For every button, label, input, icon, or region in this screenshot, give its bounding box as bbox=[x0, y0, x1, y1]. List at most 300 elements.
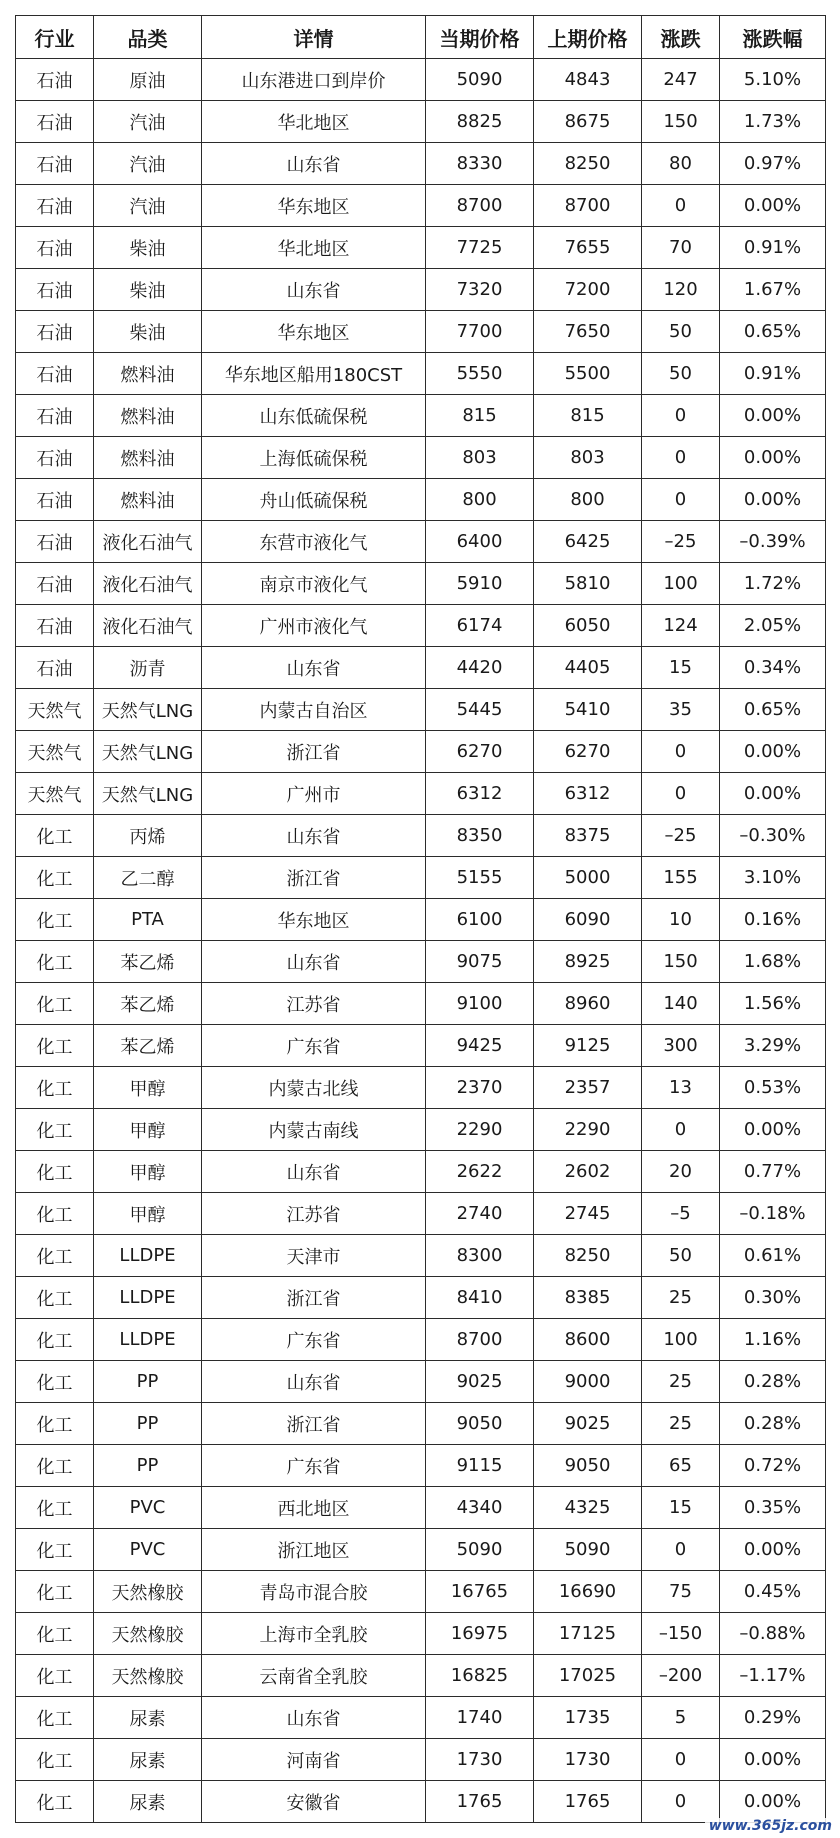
cell-previous-price: 800 bbox=[534, 479, 642, 521]
cell-previous-price: 5090 bbox=[534, 1529, 642, 1571]
cell-industry: 化工 bbox=[16, 1529, 94, 1571]
cell-industry: 石油 bbox=[16, 605, 94, 647]
cell-industry: 石油 bbox=[16, 269, 94, 311]
cell-change: 140 bbox=[642, 983, 720, 1025]
cell-industry: 天然气 bbox=[16, 773, 94, 815]
table-row bbox=[16, 1025, 826, 1067]
cell-change: 0 bbox=[642, 1739, 720, 1781]
cell-change-percent: 1.72% bbox=[720, 563, 826, 605]
cell-change-percent: 0.28% bbox=[720, 1361, 826, 1403]
cell-change-percent: 0.00% bbox=[720, 185, 826, 227]
table-row bbox=[16, 1781, 826, 1823]
cell-industry: 化工 bbox=[16, 983, 94, 1025]
table-row bbox=[16, 1739, 826, 1781]
cell-change: 80 bbox=[642, 143, 720, 185]
cell-previous-price: 8375 bbox=[534, 815, 642, 857]
cell-previous-price: 8250 bbox=[534, 1235, 642, 1277]
cell-change: 70 bbox=[642, 227, 720, 269]
cell-detail: 山东省 bbox=[202, 143, 426, 185]
table-row bbox=[16, 1277, 826, 1319]
cell-previous-price: 1730 bbox=[534, 1739, 642, 1781]
cell-change-percent: 0.29% bbox=[720, 1697, 826, 1739]
cell-previous-price: 8960 bbox=[534, 983, 642, 1025]
cell-detail: 上海市全乳胶 bbox=[202, 1613, 426, 1655]
table-row bbox=[16, 647, 826, 689]
header-current-price: 当期价格 bbox=[426, 16, 534, 59]
cell-change: 25 bbox=[642, 1277, 720, 1319]
cell-detail: 浙江地区 bbox=[202, 1529, 426, 1571]
cell-previous-price: 1735 bbox=[534, 1697, 642, 1739]
cell-industry: 化工 bbox=[16, 1487, 94, 1529]
table-row bbox=[16, 1697, 826, 1739]
cell-category: LLDPE bbox=[94, 1235, 202, 1277]
cell-current-price: 5155 bbox=[426, 857, 534, 899]
cell-previous-price: 2357 bbox=[534, 1067, 642, 1109]
cell-previous-price: 7650 bbox=[534, 311, 642, 353]
cell-previous-price: 6312 bbox=[534, 773, 642, 815]
cell-industry: 化工 bbox=[16, 941, 94, 983]
cell-detail: 华东地区 bbox=[202, 185, 426, 227]
cell-change: 100 bbox=[642, 1319, 720, 1361]
cell-detail: 内蒙古自治区 bbox=[202, 689, 426, 731]
cell-current-price: 815 bbox=[426, 395, 534, 437]
cell-category: 汽油 bbox=[94, 185, 202, 227]
cell-previous-price: 2745 bbox=[534, 1193, 642, 1235]
cell-change: 15 bbox=[642, 1487, 720, 1529]
cell-change-percent: –0.18% bbox=[720, 1193, 826, 1235]
watermark: www.365jz.com bbox=[705, 1818, 836, 1834]
cell-change: 0 bbox=[642, 437, 720, 479]
cell-change-percent: –0.30% bbox=[720, 815, 826, 857]
table-row bbox=[16, 479, 826, 521]
cell-category: 尿素 bbox=[94, 1697, 202, 1739]
cell-change: –25 bbox=[642, 521, 720, 563]
table-row bbox=[16, 395, 826, 437]
cell-category: 甲醇 bbox=[94, 1067, 202, 1109]
cell-detail: 华东地区 bbox=[202, 311, 426, 353]
cell-category: 苯乙烯 bbox=[94, 941, 202, 983]
cell-detail: 广东省 bbox=[202, 1319, 426, 1361]
cell-change-percent: –0.88% bbox=[720, 1613, 826, 1655]
cell-current-price: 6270 bbox=[426, 731, 534, 773]
cell-change-percent: 0.61% bbox=[720, 1235, 826, 1277]
cell-previous-price: 4325 bbox=[534, 1487, 642, 1529]
cell-industry: 化工 bbox=[16, 1025, 94, 1067]
table-row bbox=[16, 227, 826, 269]
cell-change: 0 bbox=[642, 731, 720, 773]
table-body bbox=[16, 59, 826, 1823]
cell-category: PVC bbox=[94, 1529, 202, 1571]
cell-current-price: 1730 bbox=[426, 1739, 534, 1781]
cell-change: 65 bbox=[642, 1445, 720, 1487]
cell-previous-price: 6090 bbox=[534, 899, 642, 941]
table-row bbox=[16, 1109, 826, 1151]
cell-previous-price: 9050 bbox=[534, 1445, 642, 1487]
cell-current-price: 8350 bbox=[426, 815, 534, 857]
cell-industry: 石油 bbox=[16, 437, 94, 479]
cell-industry: 石油 bbox=[16, 311, 94, 353]
cell-change-percent: 0.91% bbox=[720, 353, 826, 395]
table-row bbox=[16, 1655, 826, 1697]
cell-detail: 华北地区 bbox=[202, 227, 426, 269]
cell-change: 75 bbox=[642, 1571, 720, 1613]
table-row bbox=[16, 101, 826, 143]
cell-category: 天然橡胶 bbox=[94, 1655, 202, 1697]
cell-category: PP bbox=[94, 1445, 202, 1487]
table-row bbox=[16, 185, 826, 227]
cell-detail: 浙江省 bbox=[202, 1403, 426, 1445]
cell-change: 0 bbox=[642, 185, 720, 227]
cell-change: 13 bbox=[642, 1067, 720, 1109]
cell-detail: 山东省 bbox=[202, 1151, 426, 1193]
cell-category: PVC bbox=[94, 1487, 202, 1529]
table-row bbox=[16, 1403, 826, 1445]
cell-change: 0 bbox=[642, 1109, 720, 1151]
cell-category: 汽油 bbox=[94, 143, 202, 185]
cell-industry: 化工 bbox=[16, 899, 94, 941]
cell-current-price: 5550 bbox=[426, 353, 534, 395]
cell-current-price: 6100 bbox=[426, 899, 534, 941]
cell-category: 液化石油气 bbox=[94, 605, 202, 647]
table-row bbox=[16, 731, 826, 773]
cell-change: 0 bbox=[642, 1781, 720, 1823]
cell-industry: 天然气 bbox=[16, 731, 94, 773]
cell-category: 柴油 bbox=[94, 269, 202, 311]
cell-current-price: 8330 bbox=[426, 143, 534, 185]
table-row bbox=[16, 1571, 826, 1613]
table-row bbox=[16, 437, 826, 479]
cell-current-price: 9100 bbox=[426, 983, 534, 1025]
cell-previous-price: 9125 bbox=[534, 1025, 642, 1067]
cell-current-price: 4340 bbox=[426, 1487, 534, 1529]
cell-current-price: 8825 bbox=[426, 101, 534, 143]
cell-change-percent: 0.00% bbox=[720, 1529, 826, 1571]
cell-detail: 江苏省 bbox=[202, 983, 426, 1025]
table-row bbox=[16, 563, 826, 605]
cell-detail: 广州市 bbox=[202, 773, 426, 815]
cell-change: 50 bbox=[642, 353, 720, 395]
cell-change: 150 bbox=[642, 101, 720, 143]
cell-current-price: 9115 bbox=[426, 1445, 534, 1487]
table-row bbox=[16, 857, 826, 899]
cell-current-price: 800 bbox=[426, 479, 534, 521]
cell-detail: 内蒙古南线 bbox=[202, 1109, 426, 1151]
table-row bbox=[16, 269, 826, 311]
cell-industry: 石油 bbox=[16, 143, 94, 185]
cell-current-price: 5090 bbox=[426, 1529, 534, 1571]
cell-industry: 化工 bbox=[16, 1445, 94, 1487]
cell-industry: 化工 bbox=[16, 815, 94, 857]
cell-current-price: 2622 bbox=[426, 1151, 534, 1193]
cell-category: 尿素 bbox=[94, 1781, 202, 1823]
cell-change: 150 bbox=[642, 941, 720, 983]
cell-category: 原油 bbox=[94, 59, 202, 101]
cell-previous-price: 17025 bbox=[534, 1655, 642, 1697]
cell-change: –25 bbox=[642, 815, 720, 857]
table-row bbox=[16, 1361, 826, 1403]
cell-category: LLDPE bbox=[94, 1277, 202, 1319]
header-detail: 详情 bbox=[202, 16, 426, 59]
cell-previous-price: 1765 bbox=[534, 1781, 642, 1823]
cell-detail: 浙江省 bbox=[202, 731, 426, 773]
cell-category: 天然气LNG bbox=[94, 731, 202, 773]
cell-change: 300 bbox=[642, 1025, 720, 1067]
cell-change-percent: 0.65% bbox=[720, 689, 826, 731]
cell-industry: 化工 bbox=[16, 1361, 94, 1403]
cell-current-price: 1765 bbox=[426, 1781, 534, 1823]
cell-current-price: 16975 bbox=[426, 1613, 534, 1655]
cell-current-price: 8700 bbox=[426, 1319, 534, 1361]
table-row bbox=[16, 1445, 826, 1487]
cell-current-price: 2290 bbox=[426, 1109, 534, 1151]
cell-change: –150 bbox=[642, 1613, 720, 1655]
cell-detail: 东营市液化气 bbox=[202, 521, 426, 563]
cell-detail: 云南省全乳胶 bbox=[202, 1655, 426, 1697]
cell-change-percent: 0.97% bbox=[720, 143, 826, 185]
table-row bbox=[16, 521, 826, 563]
table-row bbox=[16, 311, 826, 353]
cell-industry: 石油 bbox=[16, 563, 94, 605]
cell-current-price: 9075 bbox=[426, 941, 534, 983]
cell-change: 20 bbox=[642, 1151, 720, 1193]
table-row bbox=[16, 353, 826, 395]
cell-industry: 化工 bbox=[16, 1403, 94, 1445]
cell-previous-price: 5410 bbox=[534, 689, 642, 731]
cell-previous-price: 5000 bbox=[534, 857, 642, 899]
cell-industry: 化工 bbox=[16, 1697, 94, 1739]
header-change: 涨跌 bbox=[642, 16, 720, 59]
cell-previous-price: 16690 bbox=[534, 1571, 642, 1613]
cell-change: –5 bbox=[642, 1193, 720, 1235]
cell-industry: 化工 bbox=[16, 1109, 94, 1151]
cell-detail: 山东省 bbox=[202, 1697, 426, 1739]
cell-current-price: 9425 bbox=[426, 1025, 534, 1067]
cell-previous-price: 6270 bbox=[534, 731, 642, 773]
cell-industry: 石油 bbox=[16, 353, 94, 395]
cell-industry: 化工 bbox=[16, 1193, 94, 1235]
cell-previous-price: 6050 bbox=[534, 605, 642, 647]
cell-previous-price: 4843 bbox=[534, 59, 642, 101]
cell-change: –200 bbox=[642, 1655, 720, 1697]
cell-detail: 山东省 bbox=[202, 1361, 426, 1403]
cell-current-price: 2370 bbox=[426, 1067, 534, 1109]
cell-detail: 上海低硫保税 bbox=[202, 437, 426, 479]
cell-category: 燃料油 bbox=[94, 353, 202, 395]
cell-current-price: 7700 bbox=[426, 311, 534, 353]
cell-category: 苯乙烯 bbox=[94, 1025, 202, 1067]
cell-previous-price: 8675 bbox=[534, 101, 642, 143]
cell-industry: 化工 bbox=[16, 1781, 94, 1823]
cell-change: 0 bbox=[642, 773, 720, 815]
cell-change: 120 bbox=[642, 269, 720, 311]
cell-current-price: 8300 bbox=[426, 1235, 534, 1277]
table-row bbox=[16, 815, 826, 857]
cell-current-price: 16825 bbox=[426, 1655, 534, 1697]
cell-change-percent: 3.10% bbox=[720, 857, 826, 899]
cell-current-price: 9025 bbox=[426, 1361, 534, 1403]
table-row bbox=[16, 1319, 826, 1361]
cell-industry: 天然气 bbox=[16, 689, 94, 731]
table-row bbox=[16, 1235, 826, 1277]
cell-change: 50 bbox=[642, 1235, 720, 1277]
cell-detail: 天津市 bbox=[202, 1235, 426, 1277]
table-row bbox=[16, 143, 826, 185]
cell-change-percent: 0.77% bbox=[720, 1151, 826, 1193]
cell-detail: 山东省 bbox=[202, 269, 426, 311]
cell-change-percent: 1.73% bbox=[720, 101, 826, 143]
price-table bbox=[15, 15, 826, 1823]
cell-category: 天然气LNG bbox=[94, 773, 202, 815]
cell-current-price: 6174 bbox=[426, 605, 534, 647]
cell-change-percent: 0.45% bbox=[720, 1571, 826, 1613]
cell-category: 乙二醇 bbox=[94, 857, 202, 899]
header-previous-price: 上期价格 bbox=[534, 16, 642, 59]
cell-detail: 西北地区 bbox=[202, 1487, 426, 1529]
table-row bbox=[16, 689, 826, 731]
cell-change: 247 bbox=[642, 59, 720, 101]
cell-category: 柴油 bbox=[94, 227, 202, 269]
cell-industry: 化工 bbox=[16, 1151, 94, 1193]
cell-detail: 浙江省 bbox=[202, 857, 426, 899]
cell-detail: 山东省 bbox=[202, 647, 426, 689]
cell-change-percent: 0.00% bbox=[720, 437, 826, 479]
cell-current-price: 7725 bbox=[426, 227, 534, 269]
cell-previous-price: 7200 bbox=[534, 269, 642, 311]
cell-category: PTA bbox=[94, 899, 202, 941]
cell-detail: 内蒙古北线 bbox=[202, 1067, 426, 1109]
cell-detail: 青岛市混合胶 bbox=[202, 1571, 426, 1613]
cell-previous-price: 5500 bbox=[534, 353, 642, 395]
cell-current-price: 9050 bbox=[426, 1403, 534, 1445]
cell-detail: 华东地区船用180CST bbox=[202, 353, 426, 395]
table-header-row bbox=[16, 16, 826, 59]
cell-industry: 化工 bbox=[16, 1613, 94, 1655]
cell-change: 15 bbox=[642, 647, 720, 689]
cell-category: PP bbox=[94, 1403, 202, 1445]
cell-previous-price: 17125 bbox=[534, 1613, 642, 1655]
cell-category: 甲醇 bbox=[94, 1193, 202, 1235]
cell-current-price: 803 bbox=[426, 437, 534, 479]
cell-category: 燃料油 bbox=[94, 437, 202, 479]
header-category: 品类 bbox=[94, 16, 202, 59]
cell-current-price: 5910 bbox=[426, 563, 534, 605]
cell-category: 天然橡胶 bbox=[94, 1613, 202, 1655]
cell-change-percent: 0.30% bbox=[720, 1277, 826, 1319]
cell-industry: 化工 bbox=[16, 1067, 94, 1109]
cell-previous-price: 2290 bbox=[534, 1109, 642, 1151]
cell-category: 甲醇 bbox=[94, 1109, 202, 1151]
cell-previous-price: 9000 bbox=[534, 1361, 642, 1403]
cell-detail: 安徽省 bbox=[202, 1781, 426, 1823]
cell-previous-price: 4405 bbox=[534, 647, 642, 689]
table-row bbox=[16, 1067, 826, 1109]
table-row bbox=[16, 59, 826, 101]
cell-category: 天然气LNG bbox=[94, 689, 202, 731]
cell-change: 0 bbox=[642, 479, 720, 521]
cell-change-percent: –1.17% bbox=[720, 1655, 826, 1697]
cell-current-price: 16765 bbox=[426, 1571, 534, 1613]
cell-detail: 山东省 bbox=[202, 941, 426, 983]
cell-change: 0 bbox=[642, 395, 720, 437]
table-row bbox=[16, 941, 826, 983]
cell-change-percent: 1.56% bbox=[720, 983, 826, 1025]
cell-detail: 华东地区 bbox=[202, 899, 426, 941]
cell-category: 液化石油气 bbox=[94, 563, 202, 605]
cell-previous-price: 803 bbox=[534, 437, 642, 479]
cell-detail: 华北地区 bbox=[202, 101, 426, 143]
cell-previous-price: 815 bbox=[534, 395, 642, 437]
cell-change: 10 bbox=[642, 899, 720, 941]
cell-previous-price: 8700 bbox=[534, 185, 642, 227]
cell-change-percent: –0.39% bbox=[720, 521, 826, 563]
cell-industry: 化工 bbox=[16, 1319, 94, 1361]
cell-category: PP bbox=[94, 1361, 202, 1403]
cell-industry: 化工 bbox=[16, 1277, 94, 1319]
cell-change-percent: 5.10% bbox=[720, 59, 826, 101]
cell-change: 50 bbox=[642, 311, 720, 353]
cell-change: 100 bbox=[642, 563, 720, 605]
cell-change-percent: 0.28% bbox=[720, 1403, 826, 1445]
header-change-percent: 涨跌幅 bbox=[720, 16, 826, 59]
cell-change-percent: 1.16% bbox=[720, 1319, 826, 1361]
cell-category: 沥青 bbox=[94, 647, 202, 689]
cell-previous-price: 8250 bbox=[534, 143, 642, 185]
cell-change-percent: 0.00% bbox=[720, 479, 826, 521]
table-row bbox=[16, 1529, 826, 1571]
cell-detail: 广东省 bbox=[202, 1025, 426, 1067]
table-row bbox=[16, 899, 826, 941]
table-row bbox=[16, 605, 826, 647]
cell-detail: 南京市液化气 bbox=[202, 563, 426, 605]
cell-industry: 化工 bbox=[16, 1739, 94, 1781]
cell-previous-price: 8600 bbox=[534, 1319, 642, 1361]
table-row bbox=[16, 1487, 826, 1529]
cell-change: 25 bbox=[642, 1403, 720, 1445]
cell-detail: 山东低硫保税 bbox=[202, 395, 426, 437]
cell-previous-price: 8385 bbox=[534, 1277, 642, 1319]
cell-current-price: 5090 bbox=[426, 59, 534, 101]
cell-change-percent: 3.29% bbox=[720, 1025, 826, 1067]
cell-detail: 浙江省 bbox=[202, 1277, 426, 1319]
cell-change: 25 bbox=[642, 1361, 720, 1403]
cell-change: 5 bbox=[642, 1697, 720, 1739]
cell-change-percent: 0.00% bbox=[720, 1739, 826, 1781]
cell-change-percent: 1.68% bbox=[720, 941, 826, 983]
cell-category: 柴油 bbox=[94, 311, 202, 353]
cell-industry: 化工 bbox=[16, 1571, 94, 1613]
cell-current-price: 8410 bbox=[426, 1277, 534, 1319]
cell-current-price: 4420 bbox=[426, 647, 534, 689]
cell-change: 124 bbox=[642, 605, 720, 647]
cell-change-percent: 0.53% bbox=[720, 1067, 826, 1109]
cell-previous-price: 9025 bbox=[534, 1403, 642, 1445]
cell-industry: 石油 bbox=[16, 185, 94, 227]
cell-category: LLDPE bbox=[94, 1319, 202, 1361]
cell-detail: 广州市液化气 bbox=[202, 605, 426, 647]
cell-change: 0 bbox=[642, 1529, 720, 1571]
header-industry: 行业 bbox=[16, 16, 94, 59]
cell-detail: 河南省 bbox=[202, 1739, 426, 1781]
cell-change-percent: 0.65% bbox=[720, 311, 826, 353]
cell-previous-price: 8925 bbox=[534, 941, 642, 983]
cell-industry: 化工 bbox=[16, 857, 94, 899]
cell-current-price: 5445 bbox=[426, 689, 534, 731]
cell-change-percent: 0.34% bbox=[720, 647, 826, 689]
cell-industry: 石油 bbox=[16, 521, 94, 563]
cell-change-percent: 2.05% bbox=[720, 605, 826, 647]
cell-change: 155 bbox=[642, 857, 720, 899]
cell-detail: 山东省 bbox=[202, 815, 426, 857]
